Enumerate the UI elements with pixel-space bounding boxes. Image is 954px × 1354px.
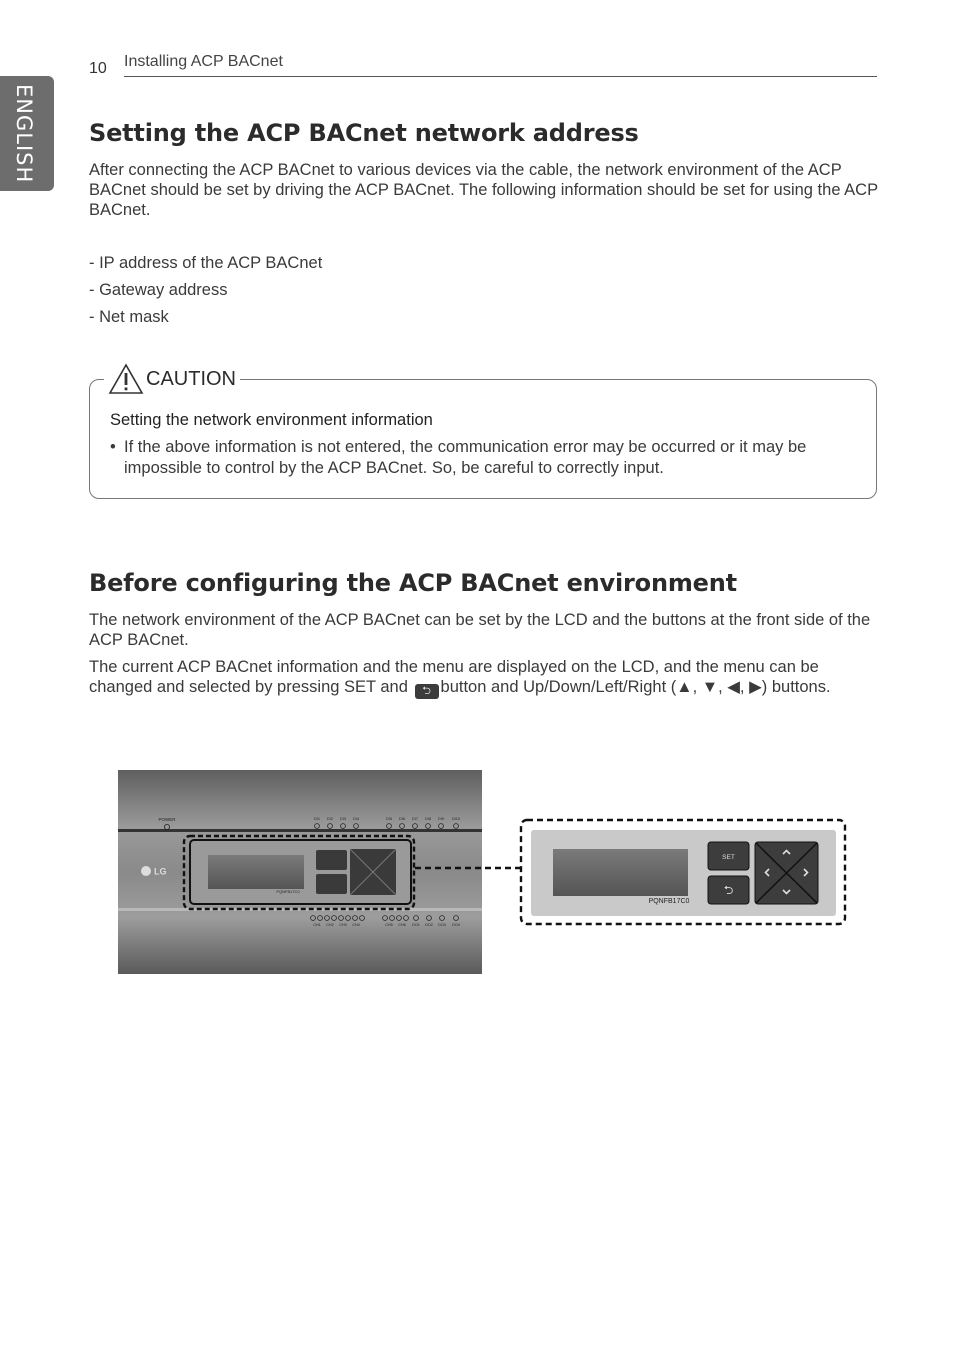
device-set-button [316,850,347,870]
led-label: CH1 [313,923,321,927]
led-label: DI8 [425,817,431,821]
page-number: 10 [89,60,107,77]
led-label: DI6 [399,817,405,821]
section-heading-network-address: Setting the ACP BACnet network address [89,119,639,147]
led-label: CH3 [339,923,347,927]
led-label: DI7 [412,817,418,821]
section2-para1: The network environment of the ACP BACnet can be set by the LCD and the buttons at the front side of the ACP BACnet. [89,611,871,649]
caution-subtitle: Setting the network environment information [110,411,433,429]
led-label: DO3 [438,923,446,927]
bullet-dot: • [110,438,116,456]
section2-para2-start: The current ACP BACnet information and the menu are displayed on the LCD, and the menu can be changed and selected by pressing SET and [89,658,819,696]
list-item-ip: - IP address of the ACP BACnet [89,254,323,272]
led-label: DI1 [314,817,320,821]
led-label: DO4 [452,923,460,927]
warning-icon [108,363,144,395]
led-label: DI5 [386,817,392,821]
led-label: CH2 [326,923,334,927]
list-item-netmask: - Net mask [89,308,169,326]
language-tab [0,76,54,191]
caution-header [104,362,240,396]
list-item-gateway: - Gateway address [89,281,228,299]
lg-logo-icon [141,866,151,876]
device-lcd [208,855,304,889]
section2-para2-end: button and Up/Down/Left/Right (▲, ▼, ◀, ▶) buttons. [440,678,831,696]
led-label: DI3 [340,817,346,821]
section1-intro: After connecting the ACP BACnet to various devices via the cable, the network environment of the ACP BACnet should be set by driving the ACP BACnet. The following information should be set for using the ACP BACnet. [89,161,878,219]
back-button-symbol: ⮌ [723,883,734,897]
language-tab-label: ENGLISH [12,84,36,184]
zoom-model-label: PQNFB17C0 [648,898,690,905]
header-rule [124,76,877,77]
section-heading-before-configuring: Before configuring the ACP BACnet environment [89,569,737,597]
led-label: DI2 [327,817,333,821]
zoom-lcd [553,849,688,896]
caution-bullet-text: If the above information is not entered, the communication error may be occurred or it may be impossible to control by the ACP BACnet. So, be careful to correctly input. [124,438,807,477]
led-label: DI9 [438,817,444,821]
device-figure [118,770,853,976]
led-label: DO1 [412,923,420,927]
running-header: Installing ACP BACnet [124,53,283,70]
led-label: DI4 [353,817,359,821]
caution-bullet [110,437,850,479]
led-label: DO2 [425,923,433,927]
led-label: CH4 [352,923,360,927]
device-back-button [316,874,347,894]
set-button-label: SET [722,854,735,861]
caution-label: CAUTION [146,367,236,390]
device-model-label: PQNFB17C0 [276,889,300,894]
led-label: CH6 [398,923,406,927]
back-button-icon: ⮌ [415,684,439,699]
lg-logo-text: LG [154,866,167,877]
section2-para2 [89,657,879,699]
power-label: POWER [158,817,176,822]
led-label: CH5 [385,923,393,927]
led-label: DI10 [451,817,461,821]
